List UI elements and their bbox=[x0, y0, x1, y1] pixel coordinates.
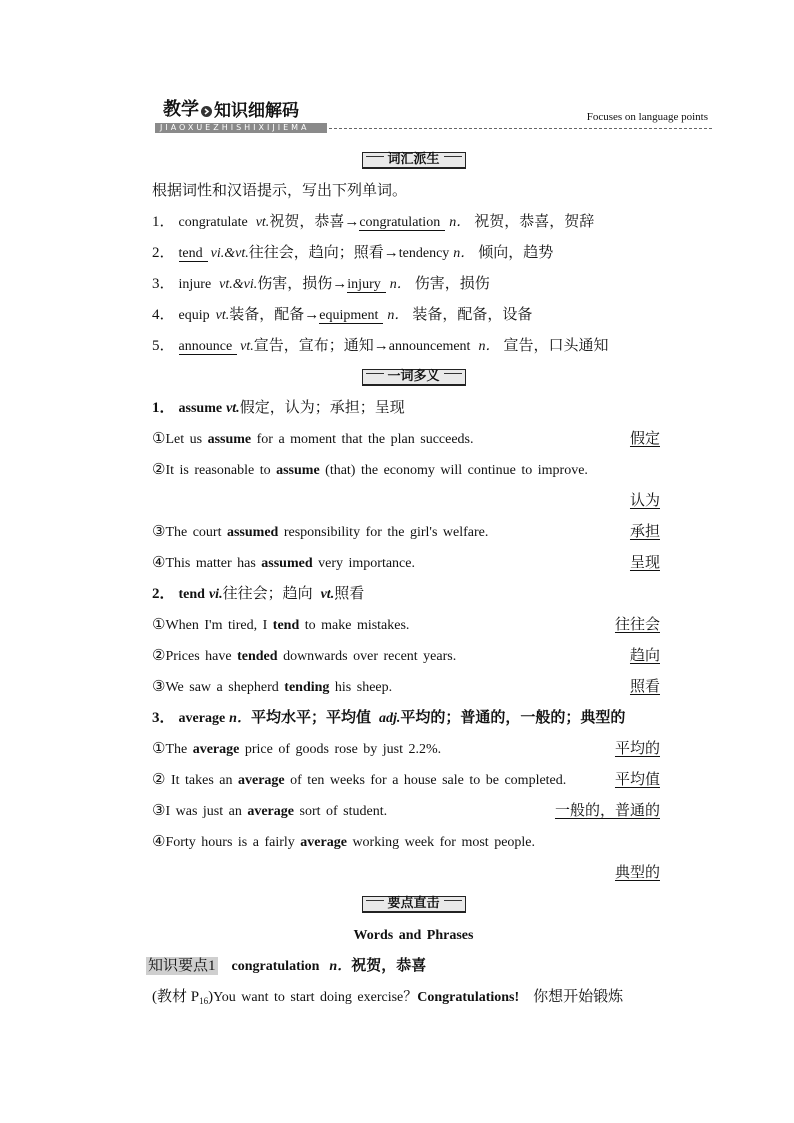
example-line bbox=[152, 424, 675, 455]
example-line bbox=[152, 641, 675, 672]
part-of-speech: vt. bbox=[255, 215, 270, 230]
example-keyword: assume bbox=[207, 432, 252, 447]
entry-word: assume bbox=[178, 401, 223, 416]
example-answer: 一般的，普通的 bbox=[554, 803, 660, 819]
derivation-item bbox=[152, 269, 675, 300]
page-content bbox=[148, 145, 675, 1013]
derivation-item bbox=[152, 238, 675, 269]
part-of-speech: vt. bbox=[215, 308, 230, 323]
textbook-page-subscript: 16 bbox=[199, 996, 209, 1006]
header-pinyin-banner: JIAOXUEZHISHIXIJIEMA bbox=[155, 123, 327, 133]
example-text-after: very importance. bbox=[312, 556, 415, 571]
example-line bbox=[152, 796, 675, 827]
derived-word-answer: congratulation bbox=[359, 215, 445, 231]
example-keyword: average bbox=[192, 742, 240, 757]
key-point-meaning: 祝贺，恭喜 bbox=[351, 958, 427, 974]
derived-part-of-speech: n． bbox=[389, 277, 411, 292]
key-points-subheading: Words and Phrases bbox=[353, 928, 474, 943]
example-keyword: tending bbox=[284, 680, 330, 695]
polysemy-entry-heading bbox=[152, 703, 675, 734]
example-text-after: his sheep. bbox=[329, 680, 393, 695]
example-marker: ① bbox=[152, 617, 166, 633]
polysemy-entry-heading bbox=[152, 393, 675, 424]
header-subtitle: Focuses on language points bbox=[586, 111, 708, 123]
section-title-box: 要点直击 bbox=[362, 896, 466, 913]
part-of-speech: vi.&vt. bbox=[210, 246, 249, 261]
part-of-speech: vt. bbox=[240, 339, 254, 354]
example-answer: 趋向 bbox=[629, 648, 660, 664]
example-keyword: tended bbox=[237, 649, 278, 664]
example-line bbox=[152, 734, 675, 765]
derived-meaning: 装备，配备，设备 bbox=[412, 307, 533, 323]
example-answer: 假定 bbox=[629, 431, 660, 447]
example-answer: 承担 bbox=[629, 524, 660, 540]
item-number: 2． bbox=[152, 245, 175, 261]
item-number: 1． bbox=[152, 214, 175, 230]
example-line bbox=[152, 517, 675, 548]
example-keyword: average bbox=[247, 804, 294, 819]
entry-number: 2． bbox=[152, 586, 175, 602]
example-text-after: working week for most people. bbox=[346, 835, 536, 850]
entry-number: 1． bbox=[152, 400, 175, 416]
key-point-example bbox=[152, 982, 675, 1013]
example-text-before: It is reasonable to bbox=[165, 463, 277, 478]
derived-part-of-speech: n． bbox=[387, 308, 409, 323]
example-answer-line bbox=[152, 486, 675, 517]
example-keyword: Congratulations! bbox=[417, 990, 520, 1005]
textbook-source-end: ) bbox=[208, 989, 214, 1005]
derivation-item bbox=[152, 300, 675, 331]
example-text-before: The court bbox=[165, 525, 227, 540]
derived-word-answer: equipment bbox=[319, 308, 383, 324]
example-text-after: price of goods rose by just 2.2%. bbox=[239, 742, 442, 757]
example-answer: 照看 bbox=[629, 679, 660, 695]
example-marker: ③ bbox=[152, 679, 166, 695]
example-line bbox=[152, 827, 675, 858]
polysemy-entry-heading bbox=[152, 579, 675, 610]
example-answer: 呈现 bbox=[629, 555, 660, 571]
example-text-after: sort of student. bbox=[294, 804, 388, 819]
example-text-before: When I'm tired, I bbox=[165, 618, 273, 633]
entry-part-of-speech: n． bbox=[229, 711, 251, 726]
example-marker: ② bbox=[152, 462, 166, 478]
example-text-after: responsibility for the girl's welfare. bbox=[278, 525, 489, 540]
meaning: 祝贺，恭喜→ bbox=[269, 214, 360, 230]
entry-part-of-speech: vi. bbox=[208, 587, 223, 602]
derivation-instruction: 根据词性和汉语提示，写出下列单词。 bbox=[152, 183, 408, 199]
example-answer-line bbox=[152, 858, 675, 889]
section-polysemy-heading bbox=[152, 362, 675, 393]
base-word-answer: tend bbox=[179, 246, 208, 262]
example-marker: ④ bbox=[152, 834, 166, 850]
example-marker: ① bbox=[152, 431, 166, 447]
derived-part-of-speech: n． bbox=[449, 215, 471, 230]
header-title-teaching: 教学 bbox=[163, 99, 199, 120]
section-key-points-heading bbox=[152, 889, 675, 920]
key-point-part-of-speech: n． bbox=[329, 959, 352, 974]
example-text-before: It takes an bbox=[165, 773, 238, 788]
key-point-word: congratulation bbox=[231, 959, 320, 974]
entry-part-of-speech-2: vt. bbox=[320, 587, 335, 602]
derivation-item bbox=[152, 331, 675, 362]
meaning: 宣告，宣布；通知→ bbox=[253, 338, 389, 354]
section-title-box: 一词多义 bbox=[362, 369, 466, 386]
example-text-before: Prices have bbox=[165, 649, 238, 664]
base-word: equip bbox=[178, 308, 210, 323]
example-text-after: for a moment that the plan succeeds. bbox=[251, 432, 474, 447]
example-text-after: to make mistakes. bbox=[299, 618, 410, 633]
example-keyword: assumed bbox=[226, 525, 279, 540]
example-keyword: average bbox=[237, 773, 285, 788]
derived-meaning: 宣告，口头通知 bbox=[503, 338, 609, 354]
key-point-label: 知识要点1 bbox=[148, 958, 216, 974]
derived-word-answer: injury bbox=[347, 277, 385, 293]
meaning: 往往会，趋向；照看→ bbox=[248, 245, 399, 261]
derived-meaning: 倾向，趋势 bbox=[478, 245, 554, 261]
example-answer: 认为 bbox=[629, 493, 660, 509]
entry-meaning: 假定，认为；承担；呈现 bbox=[239, 400, 405, 416]
item-number: 5． bbox=[152, 338, 175, 354]
base-word: injure bbox=[178, 277, 212, 292]
header-dotted-rule bbox=[329, 128, 712, 129]
example-text-before: The bbox=[165, 742, 193, 757]
example-keyword: assumed bbox=[261, 556, 313, 571]
example-line bbox=[152, 610, 675, 641]
example-marker: ② bbox=[152, 648, 166, 664]
example-marker: ③ bbox=[152, 803, 166, 819]
meaning: 伤害，损伤→ bbox=[257, 276, 348, 292]
entry-meaning-2: 照看 bbox=[334, 586, 365, 602]
example-text-after: downwards over recent years. bbox=[277, 649, 457, 664]
example-marker: ① bbox=[152, 741, 166, 757]
entry-number: 3． bbox=[152, 710, 175, 726]
example-marker: ④ bbox=[152, 555, 166, 571]
item-number: 3． bbox=[152, 276, 175, 292]
key-points-subheading-line bbox=[152, 920, 675, 951]
example-keyword: tend bbox=[272, 618, 300, 633]
derived-part-of-speech: n． bbox=[478, 339, 500, 354]
example-text-before: This matter has bbox=[165, 556, 262, 571]
section-derivation-heading bbox=[152, 145, 675, 176]
example-answer: 平均值 bbox=[614, 772, 660, 788]
derived-word: tendency bbox=[398, 246, 450, 261]
derived-meaning: 伤害，损伤 bbox=[414, 276, 490, 292]
circle-arrow-icon bbox=[201, 106, 212, 117]
derivation-item bbox=[152, 207, 675, 238]
example-answer: 典型的 bbox=[614, 865, 660, 881]
entry-meaning: 往往会；趋向 bbox=[222, 586, 313, 602]
entry-meaning-2: 平均的；普通的，一般的；典型的 bbox=[400, 710, 626, 726]
example-text-after: (that) the economy will continue to improve. bbox=[319, 463, 588, 478]
entry-part-of-speech-2: adj. bbox=[378, 711, 401, 726]
example-marker: ③ bbox=[152, 524, 166, 540]
section-title-box: 词汇派生 bbox=[362, 152, 466, 169]
derivation-instruction-line bbox=[152, 176, 675, 207]
entry-part-of-speech: vt. bbox=[226, 401, 240, 416]
example-line bbox=[152, 672, 675, 703]
example-text-after: of ten weeks for a house sale to be completed. bbox=[284, 773, 567, 788]
example-line bbox=[152, 765, 675, 796]
derived-part-of-speech: n． bbox=[453, 246, 475, 261]
entry-word: tend bbox=[178, 587, 205, 602]
entry-word: average bbox=[178, 711, 226, 726]
example-keyword: assume bbox=[276, 463, 320, 478]
example-answer: 往往会 bbox=[614, 617, 660, 633]
derived-meaning: 祝贺，恭喜，贺辞 bbox=[474, 214, 595, 230]
example-text-before: Let us bbox=[165, 432, 208, 447]
example-text-before: I was just an bbox=[165, 804, 248, 819]
example-text-before: Forty hours is a fairly bbox=[165, 835, 301, 850]
textbook-source: (教材 P bbox=[152, 989, 200, 1005]
entry-meaning: 平均水平；平均值 bbox=[250, 710, 371, 726]
example-marker: ② bbox=[152, 772, 166, 788]
example-answer: 平均的 bbox=[614, 741, 660, 757]
derived-word: announcement bbox=[388, 339, 471, 354]
header-title-knowledge: 知识细解码 bbox=[214, 101, 299, 121]
key-point-heading bbox=[148, 951, 675, 982]
example-line bbox=[152, 548, 675, 579]
part-of-speech: vt.&vi. bbox=[219, 277, 258, 292]
item-number: 4． bbox=[152, 307, 175, 323]
example-line bbox=[152, 455, 675, 486]
example-text-before: We saw a shepherd bbox=[165, 680, 285, 695]
example-sentence: You want to start doing exercise？ bbox=[213, 990, 418, 1005]
example-keyword: average bbox=[300, 835, 347, 850]
base-word-answer: announce bbox=[179, 339, 238, 355]
example-translation: 你想开始锻炼 bbox=[533, 989, 624, 1005]
meaning: 装备，配备→ bbox=[229, 307, 320, 323]
base-word: congratulate bbox=[178, 215, 248, 230]
